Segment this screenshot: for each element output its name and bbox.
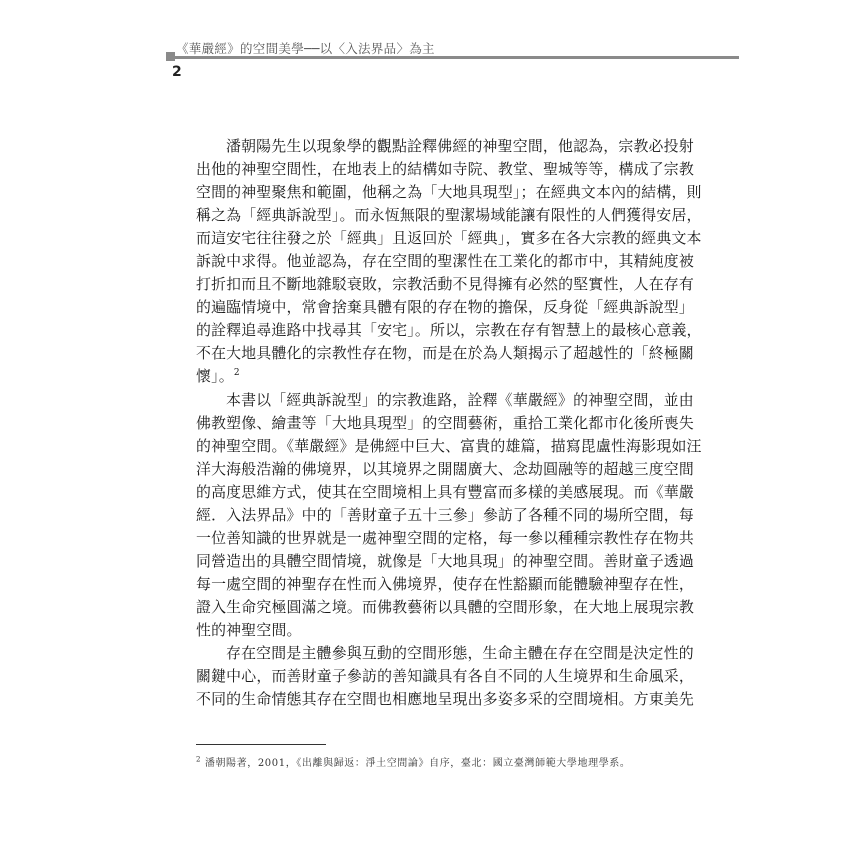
body-line: 每一處空間的神聖存在性而入佛境界，使存在性豁顯而能體驗神聖存在性，	[196, 574, 694, 593]
body-line: 存在空間是主體參與互動的空間形態，生命主體在存在空間是決定性的	[226, 644, 694, 663]
body-line: 經．入法界品》中的「善財童子五十三參」參訪了各種不同的場所空間，每	[196, 505, 694, 524]
page-number: 2	[172, 64, 182, 80]
body-line: 性的神聖空間。	[196, 620, 302, 639]
body-line: 潘朝陽先生以現象學的觀點詮釋佛經的神聖空間，他認為，宗教必投射	[226, 137, 694, 155]
body-line: 佛教塑像、繪畫等「大地具現型」的空間藝術，重拾工業化都市化後所喪失	[196, 413, 694, 432]
footnote-marker: 2	[196, 755, 202, 764]
body-line: 稱之為「經典訴說型」。而永恆無限的聖潔場域能讓有限性的人們獲得安居，	[196, 206, 702, 225]
body-text	[196, 135, 702, 711]
footnote-reference: 2	[233, 368, 240, 379]
body-line: 訴說中求得。他並認為，存在空間的聖潔性在工業化的都市中，其精純度被	[196, 252, 694, 271]
body-line: 不在大地具體化的宗教性存在物，而是在於為人類揭示了超越性的「終極關	[196, 344, 694, 363]
body-line: 關鍵中心，而善財童子參訪的善知識具有各自不同的人生境界和生命風采，	[196, 667, 694, 686]
body-line: 懷」。$^2$	[196, 367, 240, 386]
body-line: 的高度思維方式，使其在空間境相上具有豐富而多樣的美感展現。而《華嚴	[196, 482, 694, 501]
running-header: 《華嚴經》的空間美學──以〈入法界品〉為主	[176, 41, 435, 56]
header-rule	[166, 56, 739, 59]
body-line: 而這安宅往往發之於「經典」且返回於「經典」，實多在各大宗教的經典文本	[196, 229, 702, 248]
body-line: 不同的生命情態其存在空間也相應地呈現出多姿多采的空間境相。方東美先	[196, 690, 694, 709]
body-line: 一位善知識的世界就是一處神聖空間的定格，每一參以種種宗教性存在物共	[196, 528, 694, 547]
body-line: 空間的神聖聚焦和範圍，他稱之為「大地具現型」；在經典文本內的結構，則	[196, 183, 702, 202]
body-line: 打折扣而且不斷地雜駁衰敗，宗教活動不見得擁有必然的堅實性，人在存有	[196, 275, 694, 294]
body-line: 同營造出的具體空間情境，就像是「大地具現」的神聖空間。善財童子透過	[196, 551, 694, 570]
body-line: 的神聖空間。《華嚴經》是佛經中巨大、富貴的雄篇，描寫毘盧性海影現如汪	[196, 436, 702, 455]
footnote	[196, 754, 631, 769]
body-line: 的詮釋追尋進路中找尋其「安宅」。所以，宗教在存有智慧上的最核心意義，	[196, 321, 702, 340]
body-line: 本書以「經典訴說型」的宗教進路，詮釋《華嚴經》的神聖空間，並由	[226, 390, 694, 409]
body-line: 洋大海般浩瀚的佛境界，以其境界之開闊廣大、念劫圓融等的超越三度空間	[196, 459, 694, 478]
body-line: 證入生命究極圓滿之境。而佛教藝術以具體的空間形象，在大地上展現宗教	[196, 597, 694, 616]
body-line: 的遍臨情境中，常會捨棄具體有限的存在物的擔保，反身從「經典訴說型」	[196, 298, 694, 317]
footnote-rule	[196, 744, 326, 745]
body-line: 出他的神聖空間性，在地表上的結構如寺院、教堂、聖城等等，構成了宗教	[196, 160, 694, 179]
footnote-text: 潘朝陽著，2001，《出離與歸返：淨土空間論》自序，臺北：國立臺灣師範大學地理學系。	[204, 758, 631, 769]
